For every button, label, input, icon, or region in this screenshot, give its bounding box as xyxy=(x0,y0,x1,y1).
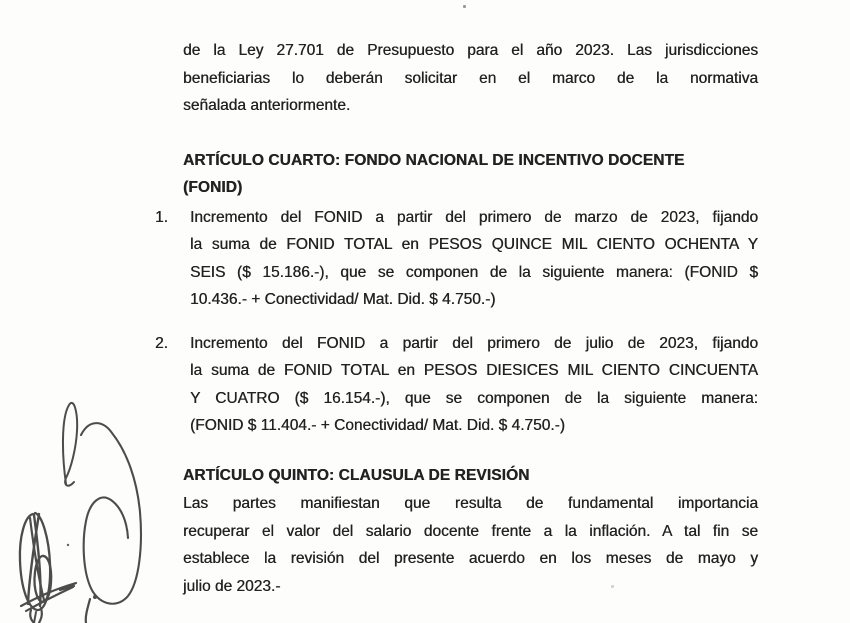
text-line: SEIS ($ 15.186.-), que se componen de la siguiente manera: (FONID $ xyxy=(190,263,758,281)
text-line: la suma de FONID TOTAL en PESOS DIESICES MIL CIENTO CINCUENTA xyxy=(190,362,758,379)
signature-ink-dot xyxy=(93,595,97,599)
text-line: de la Ley 27.701 de Presupuesto para el año 2023. Las jurisdicciones xyxy=(183,42,758,59)
signature-stroke xyxy=(86,599,90,623)
signature-stroke xyxy=(21,583,76,606)
text-line: Incremento del FONID a partir del primero de julio de 2023, fijando xyxy=(190,334,758,352)
signature-stroke xyxy=(20,513,50,610)
scan-speckle xyxy=(463,5,466,8)
text-line: establece la revisión del presente acuerdo en los meses de mayo y xyxy=(183,550,758,567)
signature-stroke xyxy=(26,587,73,611)
document-text xyxy=(155,37,758,600)
text-line: recuperar el valor del salario docente frente a la inflación. A tal fin se xyxy=(183,522,758,540)
text-line: Incremento del FONID a partir del primero de marzo de 2023, fijando xyxy=(190,208,758,226)
text-line: julio de 2023.- xyxy=(183,577,281,595)
text-line: beneficiarias lo deberán solicitar en el marco de la normativa xyxy=(183,69,758,87)
scan-speckle xyxy=(611,585,614,588)
signature-stroke xyxy=(30,610,34,623)
list-number: 2. xyxy=(155,334,168,352)
numbered-item xyxy=(155,330,758,440)
signature-stroke xyxy=(39,608,42,623)
paragraph-block xyxy=(183,37,758,120)
heading-block xyxy=(183,147,758,202)
paragraph-block xyxy=(183,490,758,600)
signature-ink-dot xyxy=(67,544,69,546)
signature-stroke xyxy=(81,423,141,604)
text-line: Las partes manifiestan que resulta de fundamental importancia xyxy=(183,495,758,512)
text-line: señalada anteriormente. xyxy=(183,97,351,114)
heading-block xyxy=(183,462,758,490)
text-line: Y CUATRO ($ 16.154.-), que se componen de la siguiente manera: xyxy=(190,389,758,407)
text-line: 10.436.- + Conectividad/ Mat. Did. $ 4.750.-) xyxy=(190,291,496,308)
signature-stroke xyxy=(30,518,44,600)
signature-stroke xyxy=(28,514,39,604)
text-line: (FONID) xyxy=(183,179,243,196)
list-number: 1. xyxy=(155,208,168,226)
signature-stroke xyxy=(63,403,77,486)
signature-stroke xyxy=(34,515,41,606)
numbered-item xyxy=(155,204,758,314)
text-line: ARTÍCULO CUARTO: FONDO NACIONAL DE INCENTIVO DOCENTE xyxy=(183,151,685,169)
text-line: la suma de FONID TOTAL en PESOS QUINCE MIL CIENTO OCHENTA Y xyxy=(190,236,758,253)
signature-stroke xyxy=(34,612,36,623)
signature-stroke xyxy=(35,556,52,602)
text-line: (FONID $ 11.404.- + Conectividad/ Mat. Did. $ 4.750.-) xyxy=(190,417,565,434)
text-line: ARTÍCULO QUINTO: CLAUSULA DE REVISIÓN xyxy=(183,466,530,484)
